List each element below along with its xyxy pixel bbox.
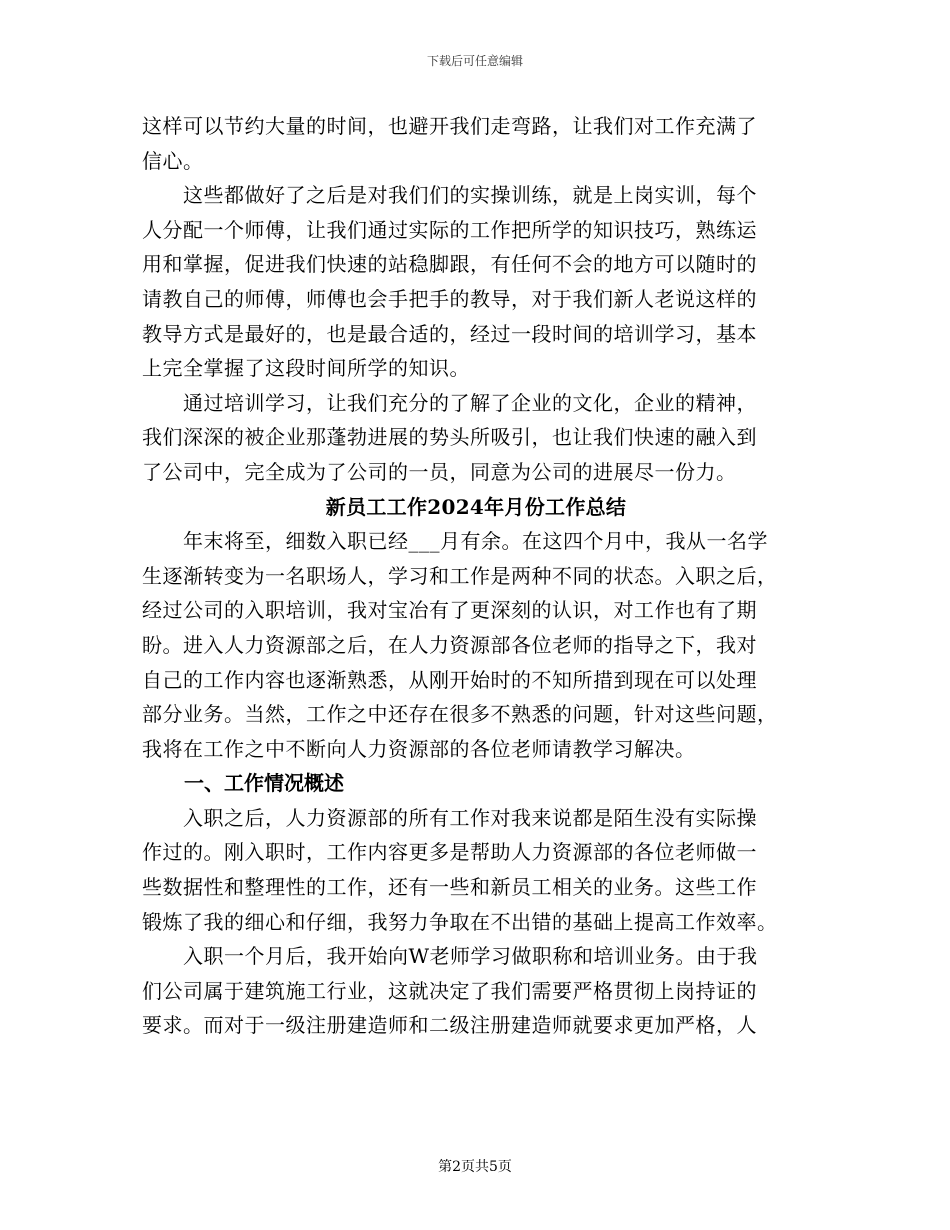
text-line: 们公司属于建筑施工行业，这就决定了我们需要严格贯彻上岗持证的: [142, 978, 757, 1003]
paragraph-1: [142, 109, 810, 178]
text-line: 我们深深的被企业那蓬勃进展的势头所吸引，也让我们快速的融入到: [142, 425, 757, 450]
text-line: 要求。而对于一级注册建造师和二级注册建造师就要求更加严格，人: [142, 1013, 757, 1038]
text-line: 盼。进入人力资源部之后，在人力资源部各位老师的指导之下，我对: [142, 632, 757, 657]
text-line: 人分配一个师傅，让我们通过实际的工作把所学的知识技巧，熟练运: [142, 217, 757, 242]
text-line: 上完全掌握了这段时间所学的知识。: [142, 356, 470, 381]
text-line: 入职之后，人力资源部的所有工作对我来说都是陌生没有实际操: [142, 805, 757, 830]
paragraph-2: [142, 178, 810, 386]
document-body: [142, 109, 810, 1043]
paragraph-5: [142, 801, 810, 939]
text-line: 部分业务。当然，工作之中还存在很多不熟悉的问题，针对这些问题，: [142, 702, 778, 727]
text-line: 用和掌握，促进我们快速的站稳脚跟，有任何不会的地方可以随时的: [142, 252, 757, 277]
page-header: 下载后可任意编辑: [426, 54, 523, 68]
section-heading: 一、工作情况概述: [184, 771, 344, 796]
paragraph-6: [142, 939, 810, 1043]
text-line: 这些都做好了之后是对我们们的实操训练，就是上岗实训，每个: [142, 183, 757, 208]
text-line: 生逐渐转变为一名职场人，学习和工作是两种不同的状态。入职之后，: [142, 563, 778, 588]
text-line: 经过公司的入职培训，我对宝冶有了更深刻的认识，对工作也有了期: [142, 598, 757, 623]
text-line: 自己的工作内容也逐渐熟悉，从刚开始时的不知所措到现在可以处理: [142, 667, 757, 692]
text-line: 年末将至，细数入职已经___月有余。在这四个月中，我从一名学: [142, 529, 768, 554]
text-line: 这样可以节约大量的时间，也避开我们走弯路，让我们对工作充满了: [142, 114, 757, 138]
text-line: 些数据性和整理性的工作，还有一些和新员工相关的业务。这些工作: [142, 875, 757, 900]
text-line: 请教自己的师傅，师傅也会手把手的教导，对于我们新人老说这样的: [142, 286, 757, 311]
paragraph-3: [142, 386, 810, 490]
text-line: 了公司中，完全成为了公司的一员，同意为公司的进展尽一份力。: [142, 459, 737, 484]
text-line: 入职一个月后，我开始向W老师学习做职称和培训业务。由于我: [142, 944, 758, 969]
text-line: 锻炼了我的细心和仔细，我努力争取在不出错的基础上提高工作效率。: [142, 909, 778, 934]
text-line: 我将在工作之中不断向人力资源部的各位老师请教学习解决。: [142, 736, 696, 761]
page-footer: 第2页共5页: [438, 1159, 512, 1175]
text-line: 作过的。刚入职时，工作内容更多是帮助人力资源部的各位老师做一: [142, 840, 757, 865]
text-line: 教导方式是最好的，也是最合适的，经过一段时间的培训学习，基本: [142, 321, 757, 346]
paragraph-4: [142, 524, 810, 766]
text-line: 信心。: [142, 148, 204, 173]
section-title: 新员工工作2024年月份工作总结: [325, 494, 627, 519]
text-line: 通过培训学习，让我们充分的了解了企业的文化，企业的精神，: [142, 390, 757, 415]
